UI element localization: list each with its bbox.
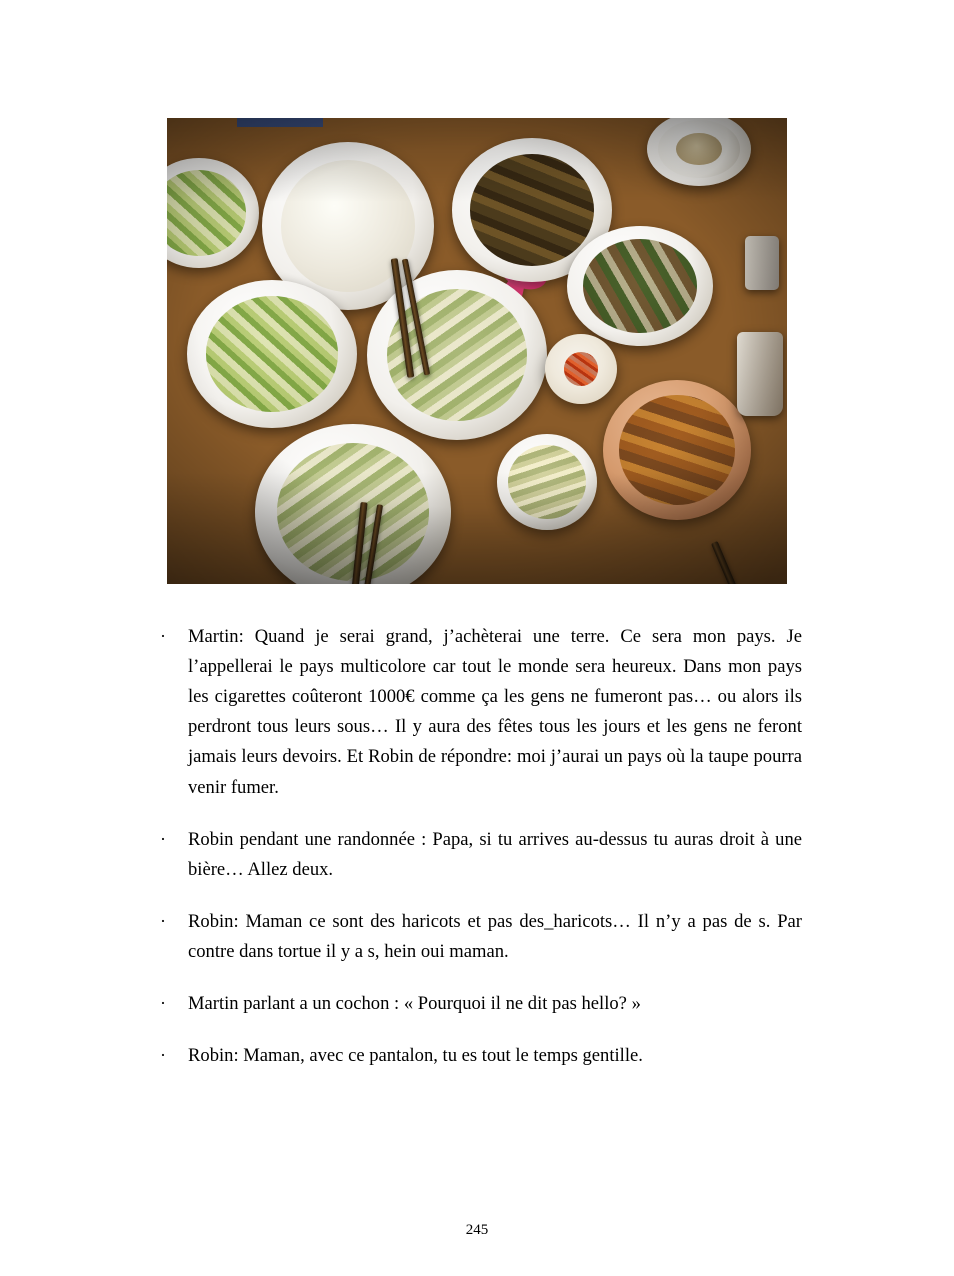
bullet-list xyxy=(152,622,802,1071)
bullet-marker: · xyxy=(160,993,166,1014)
food-leftovers xyxy=(658,120,739,178)
food-bottom-cabbage xyxy=(277,443,430,580)
chopstick xyxy=(711,541,780,584)
condiment-shaker xyxy=(745,236,779,290)
list-item-text: Martin: Quand je serai grand, j’achèterai une terre. Ce sera mon pays. Je l’appellerai le pays multicolore car tout le monde sera heureux. Dans mon pays les cigarettes coûteront 1000€ comme ça les gens ne fumeront pas… ou alors ils perdront tous leurs sous… Il y aura des fêtes tous les jours et les gens ne feront jamais leurs devoirs. Et Robin de répondre: moi j’aurai un pays où la taupe pourra venir fumer. xyxy=(188,626,802,798)
food-courgette xyxy=(206,296,339,411)
list-item xyxy=(152,622,802,803)
dish-stew-terracotta xyxy=(603,380,751,520)
page-number: 245 xyxy=(465,1222,489,1238)
list-item xyxy=(152,1041,802,1071)
page-body xyxy=(152,622,802,1093)
bullet-marker: · xyxy=(160,626,166,646)
dish-small-top-right xyxy=(647,118,751,186)
meal-photograph xyxy=(167,118,787,584)
list-item-text: Robin: Maman ce sont des haricots et pas des_haricots… Il n’y a pas de s. Par contre dans tortue il y a s, hein oui maman. xyxy=(188,910,802,962)
dish-cabbage xyxy=(367,270,547,440)
dish-noodles-bowl xyxy=(497,434,597,530)
dish-courgette xyxy=(187,280,357,428)
list-item xyxy=(152,989,802,1019)
list-item-text: Martin parlant a un cochon : « Pourquoi il ne dit pas hello? » xyxy=(188,993,641,1015)
drinking-glass xyxy=(737,332,783,416)
bullet-marker: · xyxy=(160,1045,166,1066)
photo-background xyxy=(167,118,787,584)
food-pork-greens xyxy=(583,239,697,333)
dish-chili-sauce xyxy=(545,334,617,404)
bullet-marker: · xyxy=(160,910,166,931)
list-item-text: Robin: Maman, avec ce pantalon, tu es tout le temps gentille. xyxy=(188,1045,643,1067)
dish-pork-greens xyxy=(567,226,713,346)
food-stew xyxy=(619,395,734,504)
food-greens xyxy=(167,170,246,256)
list-item xyxy=(152,907,802,967)
blue-edge-object xyxy=(237,118,323,127)
dish-top-left-partial xyxy=(167,158,259,268)
list-item-text: Robin pendant une randonnée : Papa, si tu arrives au-dessus tu auras droit à une bière… Allez deux. xyxy=(188,828,802,880)
food-noodles xyxy=(508,445,586,520)
food-meat-rolls xyxy=(470,154,595,266)
dish-bottom-cabbage xyxy=(255,424,451,584)
bullet-marker: · xyxy=(160,828,166,849)
list-item xyxy=(152,825,802,885)
